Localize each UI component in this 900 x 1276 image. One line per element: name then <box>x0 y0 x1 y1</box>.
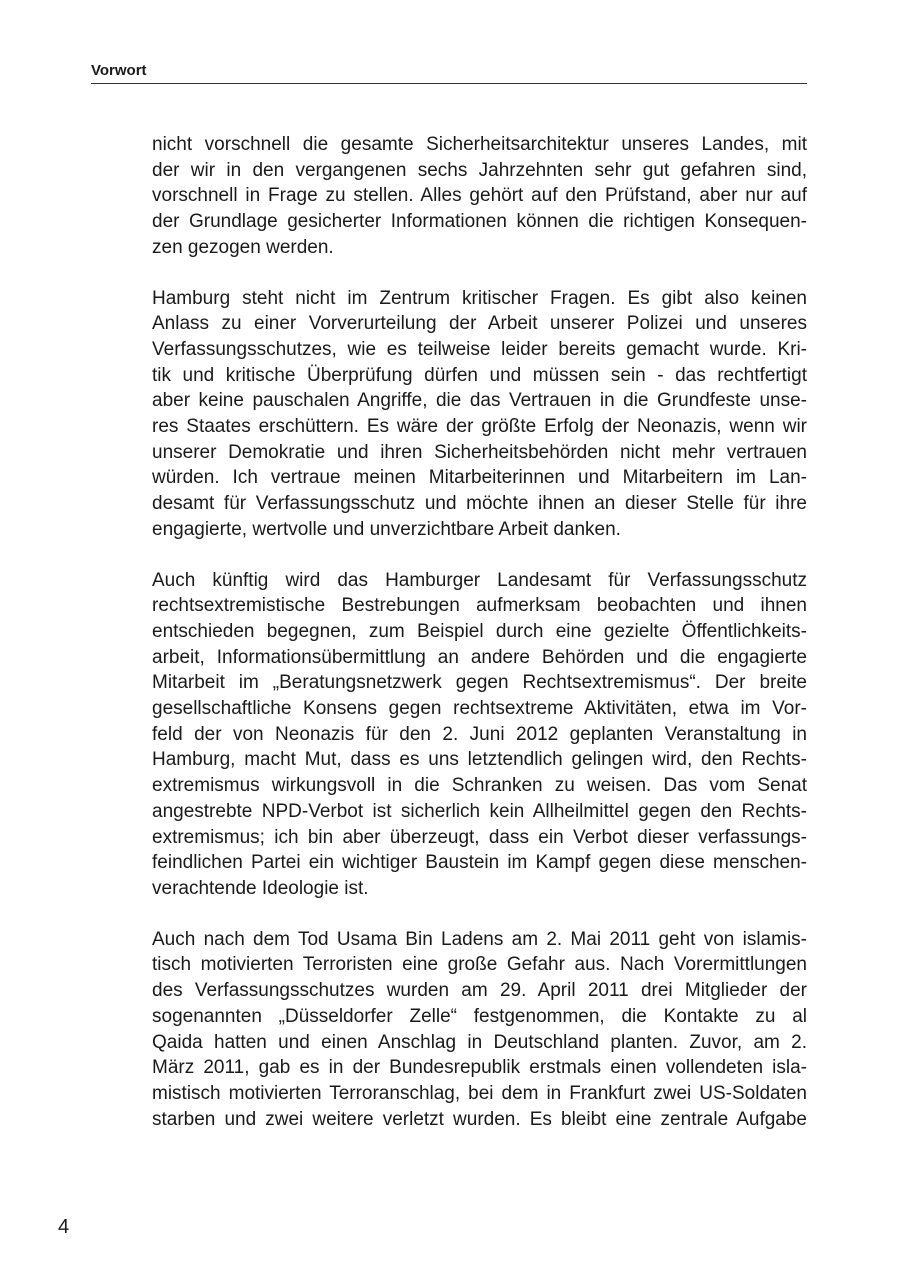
text-line: der Grundlage gesicherter Informationen können die richtigen Konsequen- <box>152 211 807 233</box>
text-line: entschieden begegnen, zum Beispiel durch eine gezielte Öffentlichkeits- <box>152 620 807 642</box>
text-line: März 2011, gab es in der Bundesrepublik erstmals einen vollendeten isla- <box>152 1057 807 1079</box>
text-line: rechtsextremistische Bestrebungen aufmerksam beobachten und ihnen <box>152 595 807 617</box>
text-line: res Staates erschüttern. Es wäre der größte Erfolg der Neonazis, wenn wir <box>152 416 807 438</box>
text-line: zen gezogen werden. <box>152 236 334 258</box>
text-line: desamt für Verfassungsschutz und möchte ihnen an dieser Stelle für ihre <box>152 493 807 515</box>
running-header <box>91 62 807 84</box>
page-number: 4 <box>58 1216 70 1238</box>
text-line: arbeit, Informationsübermittlung an andere Behörden und die engagierte <box>152 646 807 668</box>
text-line: tisch motivierten Terroristen eine große Gefahr aus. Nach Vorermittlungen <box>152 954 807 976</box>
text-line: extremismus; ich bin aber überzeugt, dass ein Verbot dieser verfassungs- <box>152 826 807 848</box>
text-line: aber keine pauschalen Angriffe, die das Vertrauen in die Grundfeste unse- <box>152 390 807 412</box>
paragraph <box>152 286 807 543</box>
text-line: Auch nach dem Tod Usama Bin Ladens am 2. Mai 2011 geht von islamis- <box>152 928 807 950</box>
body-text <box>152 132 807 1157</box>
text-line: tik und kritische Überprüfung dürfen und müssen sein - das rechtfertigt <box>152 364 807 386</box>
paragraph <box>152 132 807 261</box>
text-line: mistisch motivierten Terroranschlag, bei dem in Frankfurt zwei US-Soldaten <box>152 1082 807 1104</box>
text-line: feindlichen Partei ein wichtiger Baustein im Kampf gegen diese menschen- <box>152 852 807 874</box>
text-line: starben und zwei weitere verletzt wurden. Es bleibt eine zentrale Aufgabe <box>152 1108 807 1130</box>
paragraph <box>152 927 807 1133</box>
text-line: engagierte, wertvolle und unverzichtbare Arbeit danken. <box>152 518 621 540</box>
text-line: Anlass zu einer Vorverurteilung der Arbeit unserer Polizei und unseres <box>152 313 807 335</box>
text-line: würden. Ich vertraue meinen Mitarbeiterinnen und Mitarbeitern im Lan- <box>152 467 807 489</box>
text-line: des Verfassungsschutzes wurden am 29. April 2011 drei Mitglieder der <box>152 980 807 1002</box>
text-line: verachtende Ideologie ist. <box>152 877 369 899</box>
header-title: Vorwort <box>91 62 147 79</box>
paragraph <box>152 568 807 902</box>
text-line: Hamburg, macht Mut, dass es uns letztendlich gelingen wird, den Rechts- <box>152 749 807 771</box>
text-line: angestrebte NPD-Verbot ist sicherlich kein Allheilmittel gegen den Rechts- <box>152 800 807 822</box>
text-line: nicht vorschnell die gesamte Sicherheitsarchitektur unseres Landes, mit <box>152 134 807 155</box>
text-line: extremismus wirkungsvoll in die Schranken zu weisen. Das vom Senat <box>152 775 807 797</box>
text-line: sogenannten „Düsseldorfer Zelle“ festgenommen, die Kontakte zu al <box>152 1005 807 1027</box>
text-line: der wir in den vergangenen sechs Jahrzehnten sehr gut gefahren sind, <box>152 159 807 181</box>
text-line: feld der von Neonazis für den 2. Juni 2012 geplanten Veranstaltung in <box>152 723 807 745</box>
text-line: Auch künftig wird das Hamburger Landesamt für Verfassungsschutz <box>152 569 807 591</box>
text-line: Hamburg steht nicht im Zentrum kritischer Fragen. Es gibt also keinen <box>152 287 807 309</box>
text-line: Mitarbeit im „Beratungsnetzwerk gegen Rechtsextremismus“. Der breite <box>152 672 807 694</box>
text-line: Qaida hatten und einen Anschlag in Deutschland planten. Zuvor, am 2. <box>152 1031 807 1053</box>
text-line: unserer Demokratie und ihren Sicherheitsbehörden nicht mehr vertrauen <box>152 441 807 463</box>
text-line: gesellschaftliche Konsens gegen rechtsextreme Aktivitäten, etwa im Vor- <box>152 698 807 720</box>
text-line: vorschnell in Frage zu stellen. Alles gehört auf den Prüfstand, aber nur auf <box>152 185 807 207</box>
text-line: Verfassungsschutzes, wie es teilweise leider bereits gemacht wurde. Kri- <box>152 338 807 360</box>
